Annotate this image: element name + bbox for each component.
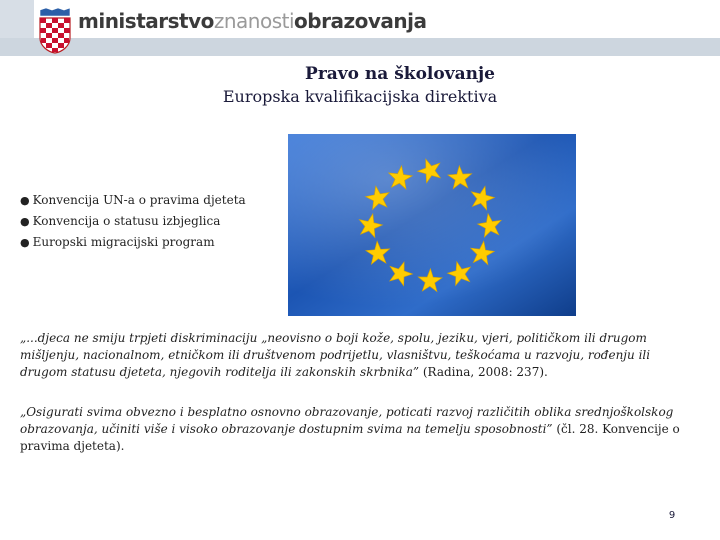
header [0,0,720,62]
bullet-item-un-convention: ● Konvencija UN-a o pravima djeteta [20,190,246,211]
bullet-item-migration-program: ● Europski migracijski program [20,232,246,253]
eu-flag-icon [288,134,576,316]
quote-convention-article-28 [20,404,692,455]
quote-radina [20,330,692,381]
bullet-item-refugee-convention: ● Konvencija o statusu izbjeglica [20,211,246,232]
quote-convention-source: (čl. 28. Konvencije o pravima djeteta). [20,422,680,453]
page-number: 9 [668,510,676,521]
croatian-coat-of-arms-icon [38,8,72,54]
ministry-logo[interactable] [78,9,426,33]
bullet-list [20,190,246,253]
logo-text-znanosti: znanosti [213,9,295,33]
quote-convention-text: „Osigurati svima obvezno i besplatno osnovno obrazovanje, poticati razvoj različitih oblika srednjoškolskog obrazovanja, učiniti više i visoko obrazovanje dostupnim svima na temelju sposobnosti” [20,405,674,436]
page-title: Pravo na školovanje [305,64,495,84]
quote-radina-text: „...djeca ne smiju trpjeti diskriminaciju „neovisno o boji kože, spolu, jeziku, vjeri, političkom ili drugom mišljenju, nacionalnom, etničkom ili društvenom podrijetlu, vlasništvu, teškoćama u razvoju, rođenju ili drugom statusu djeteta, njegovih roditelja ili zakonskih skrbnika” [20,331,651,379]
logo-text-obrazovanja: obrazovanja [294,9,427,33]
logo-text-ministarstvo: ministarstvo [78,9,214,33]
header-band [0,38,720,56]
page-subtitle: Europska kvalifikacijska direktiva [222,87,498,106]
title-block [0,62,720,108]
quote-radina-source: (Radina, 2008: 237). [419,365,548,379]
